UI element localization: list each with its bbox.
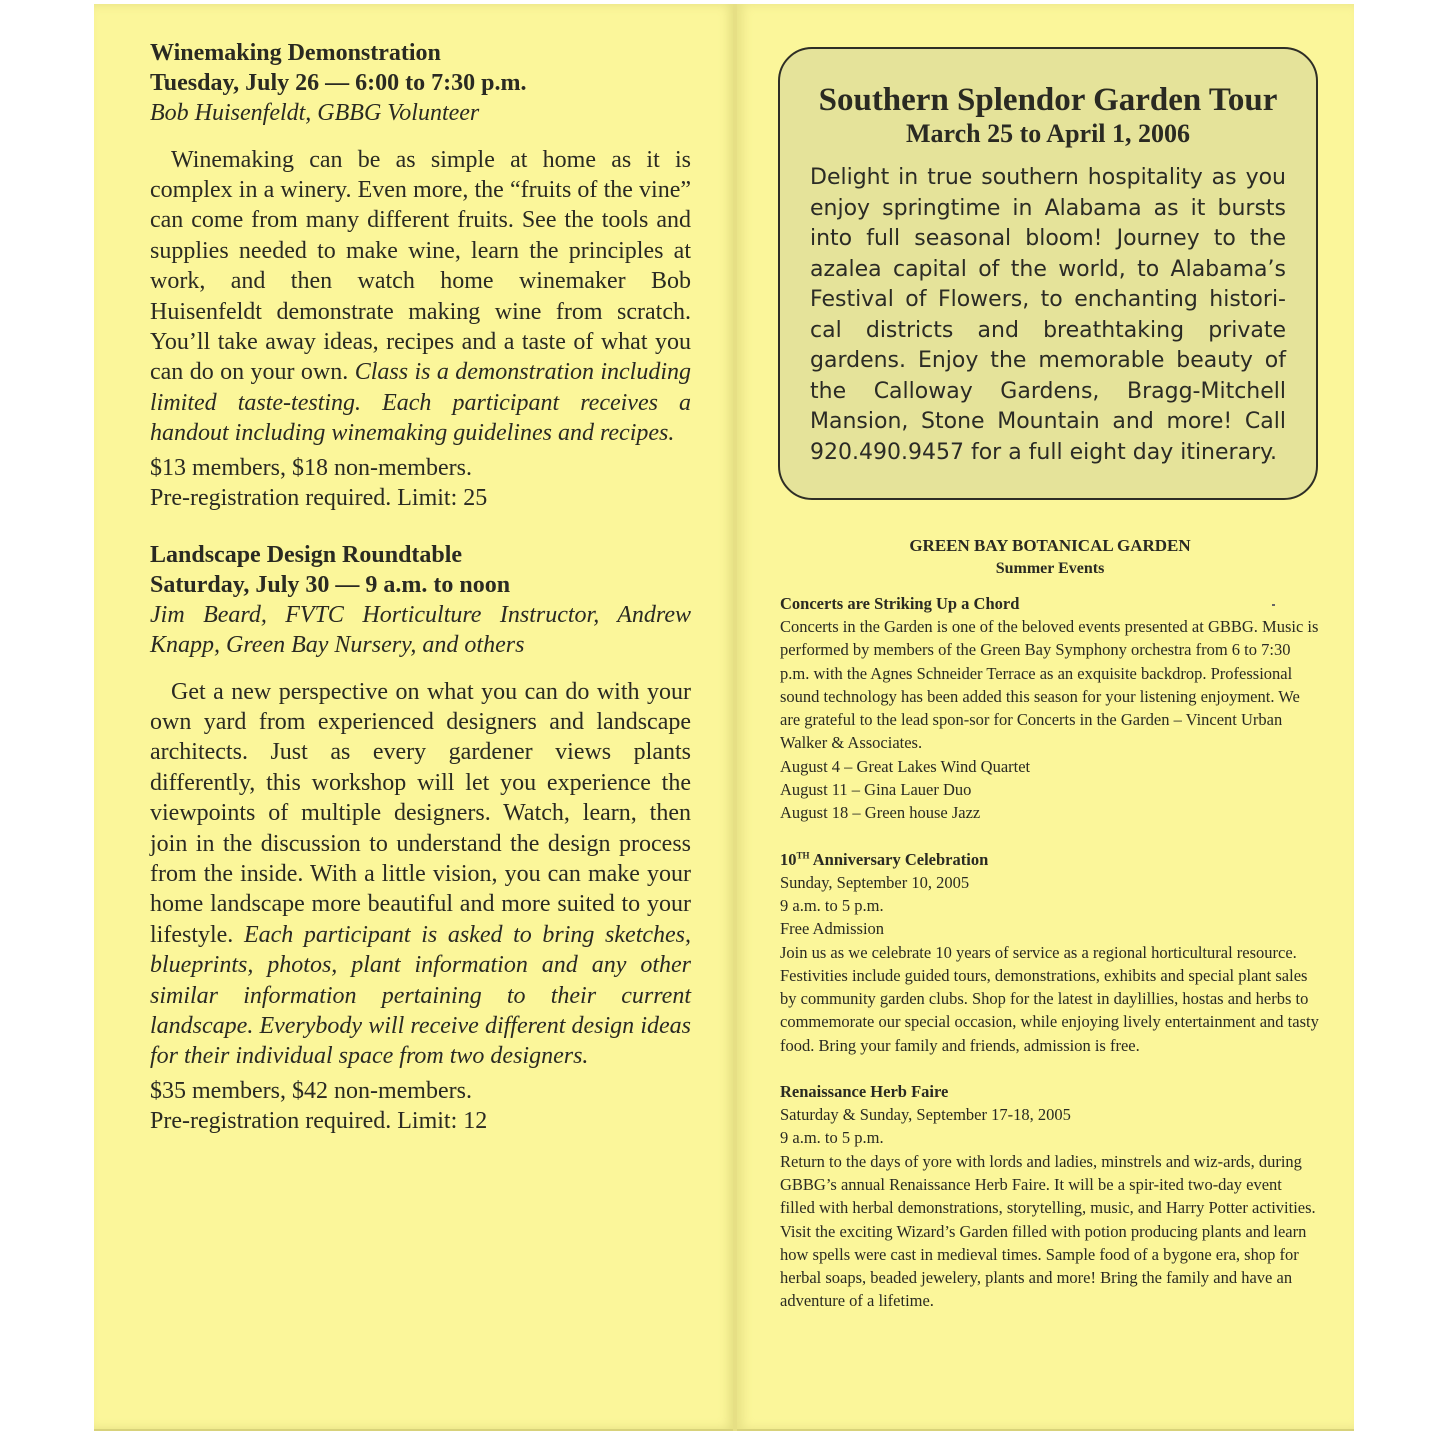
herb-faire-section [780, 1080, 1320, 1313]
anniversary-section [780, 848, 1320, 1057]
herb-faire-body: Return to the days of yore with lords and ladies, minstrels and wiz-ards, during GBBG’s annual Renaissance Herb Faire. It will be a spir-ited two-day event filled with herbal demonstrations, storytelling, music, and Harry Potter activities. Visit the exciting Wizard’s Garden filled with potion producing plants and learn how spells were cast in medieval times. Sample food of a bygone era, shop for herbal soaps, beaded jewelery, plants and more! Bring the family and have an adventure of a lifetime. [780, 1151, 1316, 1311]
left-column [150, 38, 691, 1137]
garden-tour-box [778, 47, 1318, 500]
winemaking-when: Tuesday, July 26 — 6:00 to 7:30 p.m. [150, 70, 527, 96]
events-subtitle: Summer Events [995, 560, 1105, 577]
anniversary-body: Join us as we celebrate 10 years of service as a regional horticultural resource. Festivities include guided tours, demonstrations, exhibits and special plant sales by community garden clubs. Shop for the latest in daylillies, hostas and herbs to commemorate our special occasion, while enjoying lively entertainment and tasty food. Bring your family and friends, admission is free. [780, 942, 1319, 1055]
org-name: GREEN BAY BOTANICAL GARDEN [909, 536, 1191, 555]
winemaking-registration: Pre-registration required. Limit: 25 [150, 485, 488, 512]
winemaking-price: $13 members, $18 non-members. [150, 454, 472, 481]
right-column [780, 534, 1320, 1336]
concerts-title: Concerts are Striking Up a Chord [780, 594, 1020, 613]
concerts-body: Concerts in the Garden is one of the beloved events presented at GBBG. Music is performed by members of the Green Bay Symphony orchestra from 6 to 7:30 p.m. with the Agnes Schneider Terrace as an exquisite backdrop. Professional sound technology has been added this season for your listening enjoyment. We are grateful to the lead spon-sor for Concerts in the Garden – Vincent Urban Walker & Associates. [780, 617, 1319, 753]
concert-date: August 18 – Green house Jazz [780, 803, 981, 823]
anniversary-title: 10TH Anniversary Celebration [780, 849, 989, 869]
herb-faire-date: Saturday & Sunday, September 17-18, 2005 [780, 1105, 1071, 1125]
landscape-description [150, 677, 691, 1072]
landscape-instructors: Jim Beard, FVTC Horticulture Instructor, Andrew Knapp, Green Bay Nursery, and others [150, 601, 691, 659]
garden-tour-body: Delight in true southern hospitality as you enjoy springtime in Alabama as it bursts into full seasonal bloom! Journey to the azalea capital of the world, to Alabama’s Festival of Flowers, to enchanting histori-cal districts and breathtaking private gardens. Enjoy the memorable beauty of the Calloway Gardens, Bragg-Mitchell Mansion, Stone Mountain and more! Call 920.490.9457 for a full eight day itinerary. [810, 165, 1286, 465]
anniversary-date: Sunday, September 10, 2005 [780, 872, 970, 892]
winemaking-instructor: Bob Huisenfeldt, GBBG Volunteer [150, 100, 480, 126]
herb-faire-title: Renaissance Herb Faire [780, 1082, 949, 1102]
winemaking-title: Winemaking Demonstration [150, 40, 441, 66]
winemaking-section [150, 38, 691, 514]
winemaking-description [150, 145, 691, 449]
landscape-body-italic: Each participant is asked to bring sketches, blueprints, photos, plant information and any other similar information pertaining to their current landscape. Everybody will receive different design ideas for their individual space from two designers. [150, 921, 692, 1070]
landscape-section [150, 540, 691, 1137]
landscape-price: $35 members, $42 non-members. [150, 1077, 472, 1104]
landscape-title: Landscape Design Roundtable [150, 541, 463, 568]
garden-tour-dates: March 25 to April 1, 2006 [905, 119, 1191, 148]
garden-tour-title: Southern Splendor Garden Tour [818, 82, 1278, 118]
concert-date: August 11 – Gina Lauer Duo [780, 780, 972, 800]
concerts-section [780, 592, 1320, 825]
landscape-body: Get a new perspective on what you can do with your own yard from experienced designers and landscape architects. Just as every gardener views plants differently, this workshop will let you experience the viewpoints of multiple designers. Watch, learn, then join in the discussion to understand the design process from the inside. With a little vision, you can make your home landscape more beautiful and more suited to your lifestyle. [150, 678, 691, 948]
landscape-when: Saturday, July 30 — 9 a.m. to noon [150, 571, 511, 598]
anniversary-time: 9 a.m. to 5 p.m. [780, 895, 884, 915]
anniversary-admission: Free Admission [780, 919, 885, 939]
concert-date: August 4 – Great Lakes Wind Quartet [780, 756, 1031, 776]
herb-faire-time: 9 a.m. to 5 p.m. [780, 1128, 884, 1148]
winemaking-body: Winemaking can be as simple at home as it is complex in a winery. Even more, the “fruits of the vine” can come from many different fruits. See the tools and supplies needed to make wine, learn the principles at work, and then watch home winemaker Bob Huisenfeldt demonstrate making wine from scratch. You’ll take away ideas, recipes and a taste of what you can do on your own. [150, 146, 691, 386]
landscape-registration: Pre-registration required. Limit: 12 [150, 1108, 488, 1135]
winemaking-body-italic: Class is a demonstration including limited taste-testing. Each participant receives a handout including winemaking guidelines and recipes. [150, 359, 692, 447]
